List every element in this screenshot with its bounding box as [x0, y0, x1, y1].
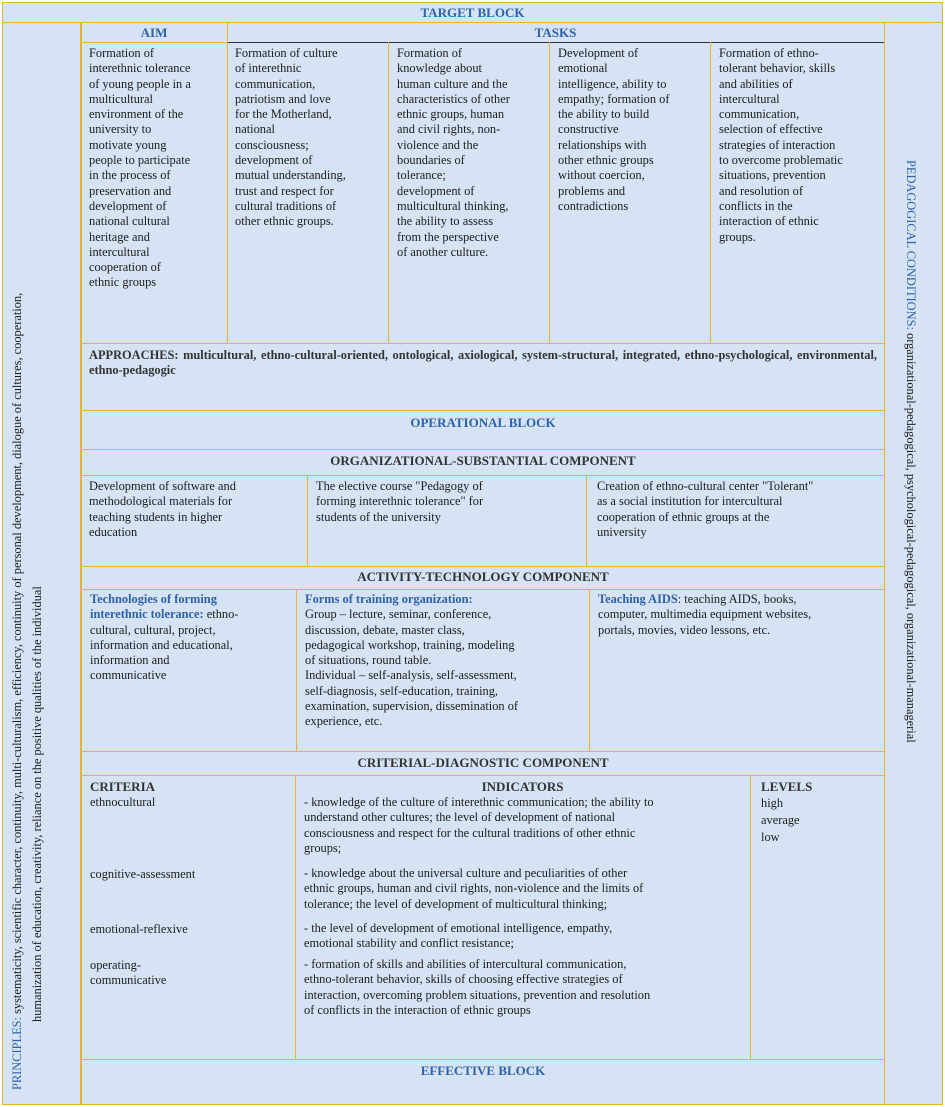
conditions-label: PEDAGOGICAL CONDITIONS:	[904, 160, 918, 330]
aim-text: Formation of interethnic tolerance of young people in a multicultural environment of the university to motivate young people to participate in the process of preservation and development of national cultural heritage and intercultural cooperation of ethnic groups	[89, 46, 191, 290]
level-low: low	[761, 830, 780, 844]
training-forms-label: Forms of training organization:	[305, 592, 473, 606]
principles-line-1: PRINCIPLES: systematicity, scientific character, continuity, multi-culturalism, efficiency, continuity of personal development, dialogue of cultures, cooperation,	[10, 292, 24, 1090]
approaches-text: APPROACHES: multicultural, ethno-cultural-oriented, ontological, axiological, system-structural, integrated, ethno-psychological, environmental, ethno-pedagogic	[89, 348, 877, 378]
org-item-2: The elective course "Pedagogy of forming interethnic tolerance" for students of the university	[316, 479, 484, 524]
training-forms-text: Forms of training organization: Group – lecture, seminar, conference, discussion, debate, master class, pedagogical workshop, training, modeling of situations, round table. Individual – self-analysis, self-assessment, self-diagnosis, self-education, training, examination, supervision, dissemination of experience, etc.	[305, 592, 519, 729]
indicators-header: INDICATORS	[481, 779, 564, 794]
technologies-label: Technologies of forming interethnic tolerance:	[90, 592, 217, 622]
org-item-1: Development of software and methodological materials for teaching students in higher education	[89, 479, 236, 539]
tasks-header: TASKS	[534, 25, 577, 40]
criterion-1: ethnocultural	[90, 795, 156, 809]
criterion-2: cognitive-assessment	[90, 867, 196, 881]
criterial-component-title: CRITERIAL-DIAGNOSTIC COMPONENT	[357, 755, 609, 770]
task-4-text: Formation of ethno- tolerant behavior, skills and abilities of intercultural communication, selection of effective strategies of interaction to overcome problematic situations, prevention and resolution of conflicts in the interaction of ethnic groups.	[719, 46, 843, 244]
operational-block-title: OPERATIONAL BLOCK	[410, 415, 556, 430]
indicator-3: - the level of development of emotional intelligence, empathy, emotional stability and conflict resistance;	[304, 921, 613, 951]
principles-line-2: humanization of education, creativity, reliance on the positive qualities of the individual	[30, 586, 44, 1022]
levels-header: LEVELS	[761, 779, 813, 794]
level-average: average	[761, 813, 800, 827]
technologies-text: Technologies of forming interethnic tolerance: ethno- cultural, cultural, project, information and educational, information and communicative	[90, 592, 239, 683]
task-2-text: Formation of knowledge about human culture and the characteristics of other ethnic groups, human and civil rights, non- violence and the boundaries of tolerance; development of multicultural thinking, the ability to assess from the perspective of another culture.	[397, 46, 510, 259]
indicator-2: - knowledge about the universal culture and peculiarities of other ethnic groups, human and civil rights, non-violence and the limits of tolerance; the level of development of multicultural thinking;	[304, 866, 644, 911]
indicator-4: - formation of skills and abilities of intercultural communication, ethno-tolerant behavior, skills of choosing effective strategies of interaction, overcoming problem situations, prevention and resolution of conflicts in the interaction of ethnic groups	[304, 957, 651, 1017]
approaches-label: APPROACHES:	[89, 348, 179, 362]
activity-component-title: ACTIVITY-TECHNOLOGY COMPONENT	[357, 569, 609, 584]
org-item-3: Creation of ethno-cultural center "Tolerant" as a social institution for intercultural cooperation of ethnic groups at the university	[597, 479, 814, 539]
criterion-4: operating- communicative	[90, 958, 167, 988]
task-1-text: Formation of culture of interethnic communication, patriotism and love for the Motherland, national consciousness; development of mutual understanding, trust and respect for cultural traditions of other ethnic groups.	[235, 46, 346, 229]
org-component-title: ORGANIZATIONAL-SUBSTANTIAL COMPONENT	[330, 453, 636, 468]
teaching-aids-text: Teaching AIDS: teaching AIDS, books, computer, multimedia equipment websites, portals, movies, video lessons, etc.	[598, 592, 812, 637]
effective-block-title: EFFECTIVE BLOCK	[420, 1063, 546, 1078]
level-high: high	[761, 796, 784, 810]
criteria-header: CRITERIA	[90, 779, 156, 794]
principles-label: PRINCIPLES:	[10, 1017, 24, 1090]
indicator-1: - knowledge of the culture of interethnic communication; the ability to understand other cultures; the level of development of national consciousness and respect for the cultural traditions of other ethnic groups;	[304, 795, 654, 855]
teaching-aids-label: Teaching AIDS	[598, 592, 678, 606]
target-block-title: TARGET BLOCK	[420, 5, 525, 20]
conditions-text: PEDAGOGICAL CONDITIONS: organizational-pedagogical, psychological-pedagogical, organizational-managerial	[904, 160, 918, 743]
criterion-3: emotional-reflexive	[90, 922, 188, 936]
aim-header: AIM	[140, 25, 168, 40]
task-3-text: Development of emotional intelligence, ability to empathy; formation of the ability to build constructive relationships with other ethnic groups without coercion, problems and contradictions	[558, 46, 670, 213]
